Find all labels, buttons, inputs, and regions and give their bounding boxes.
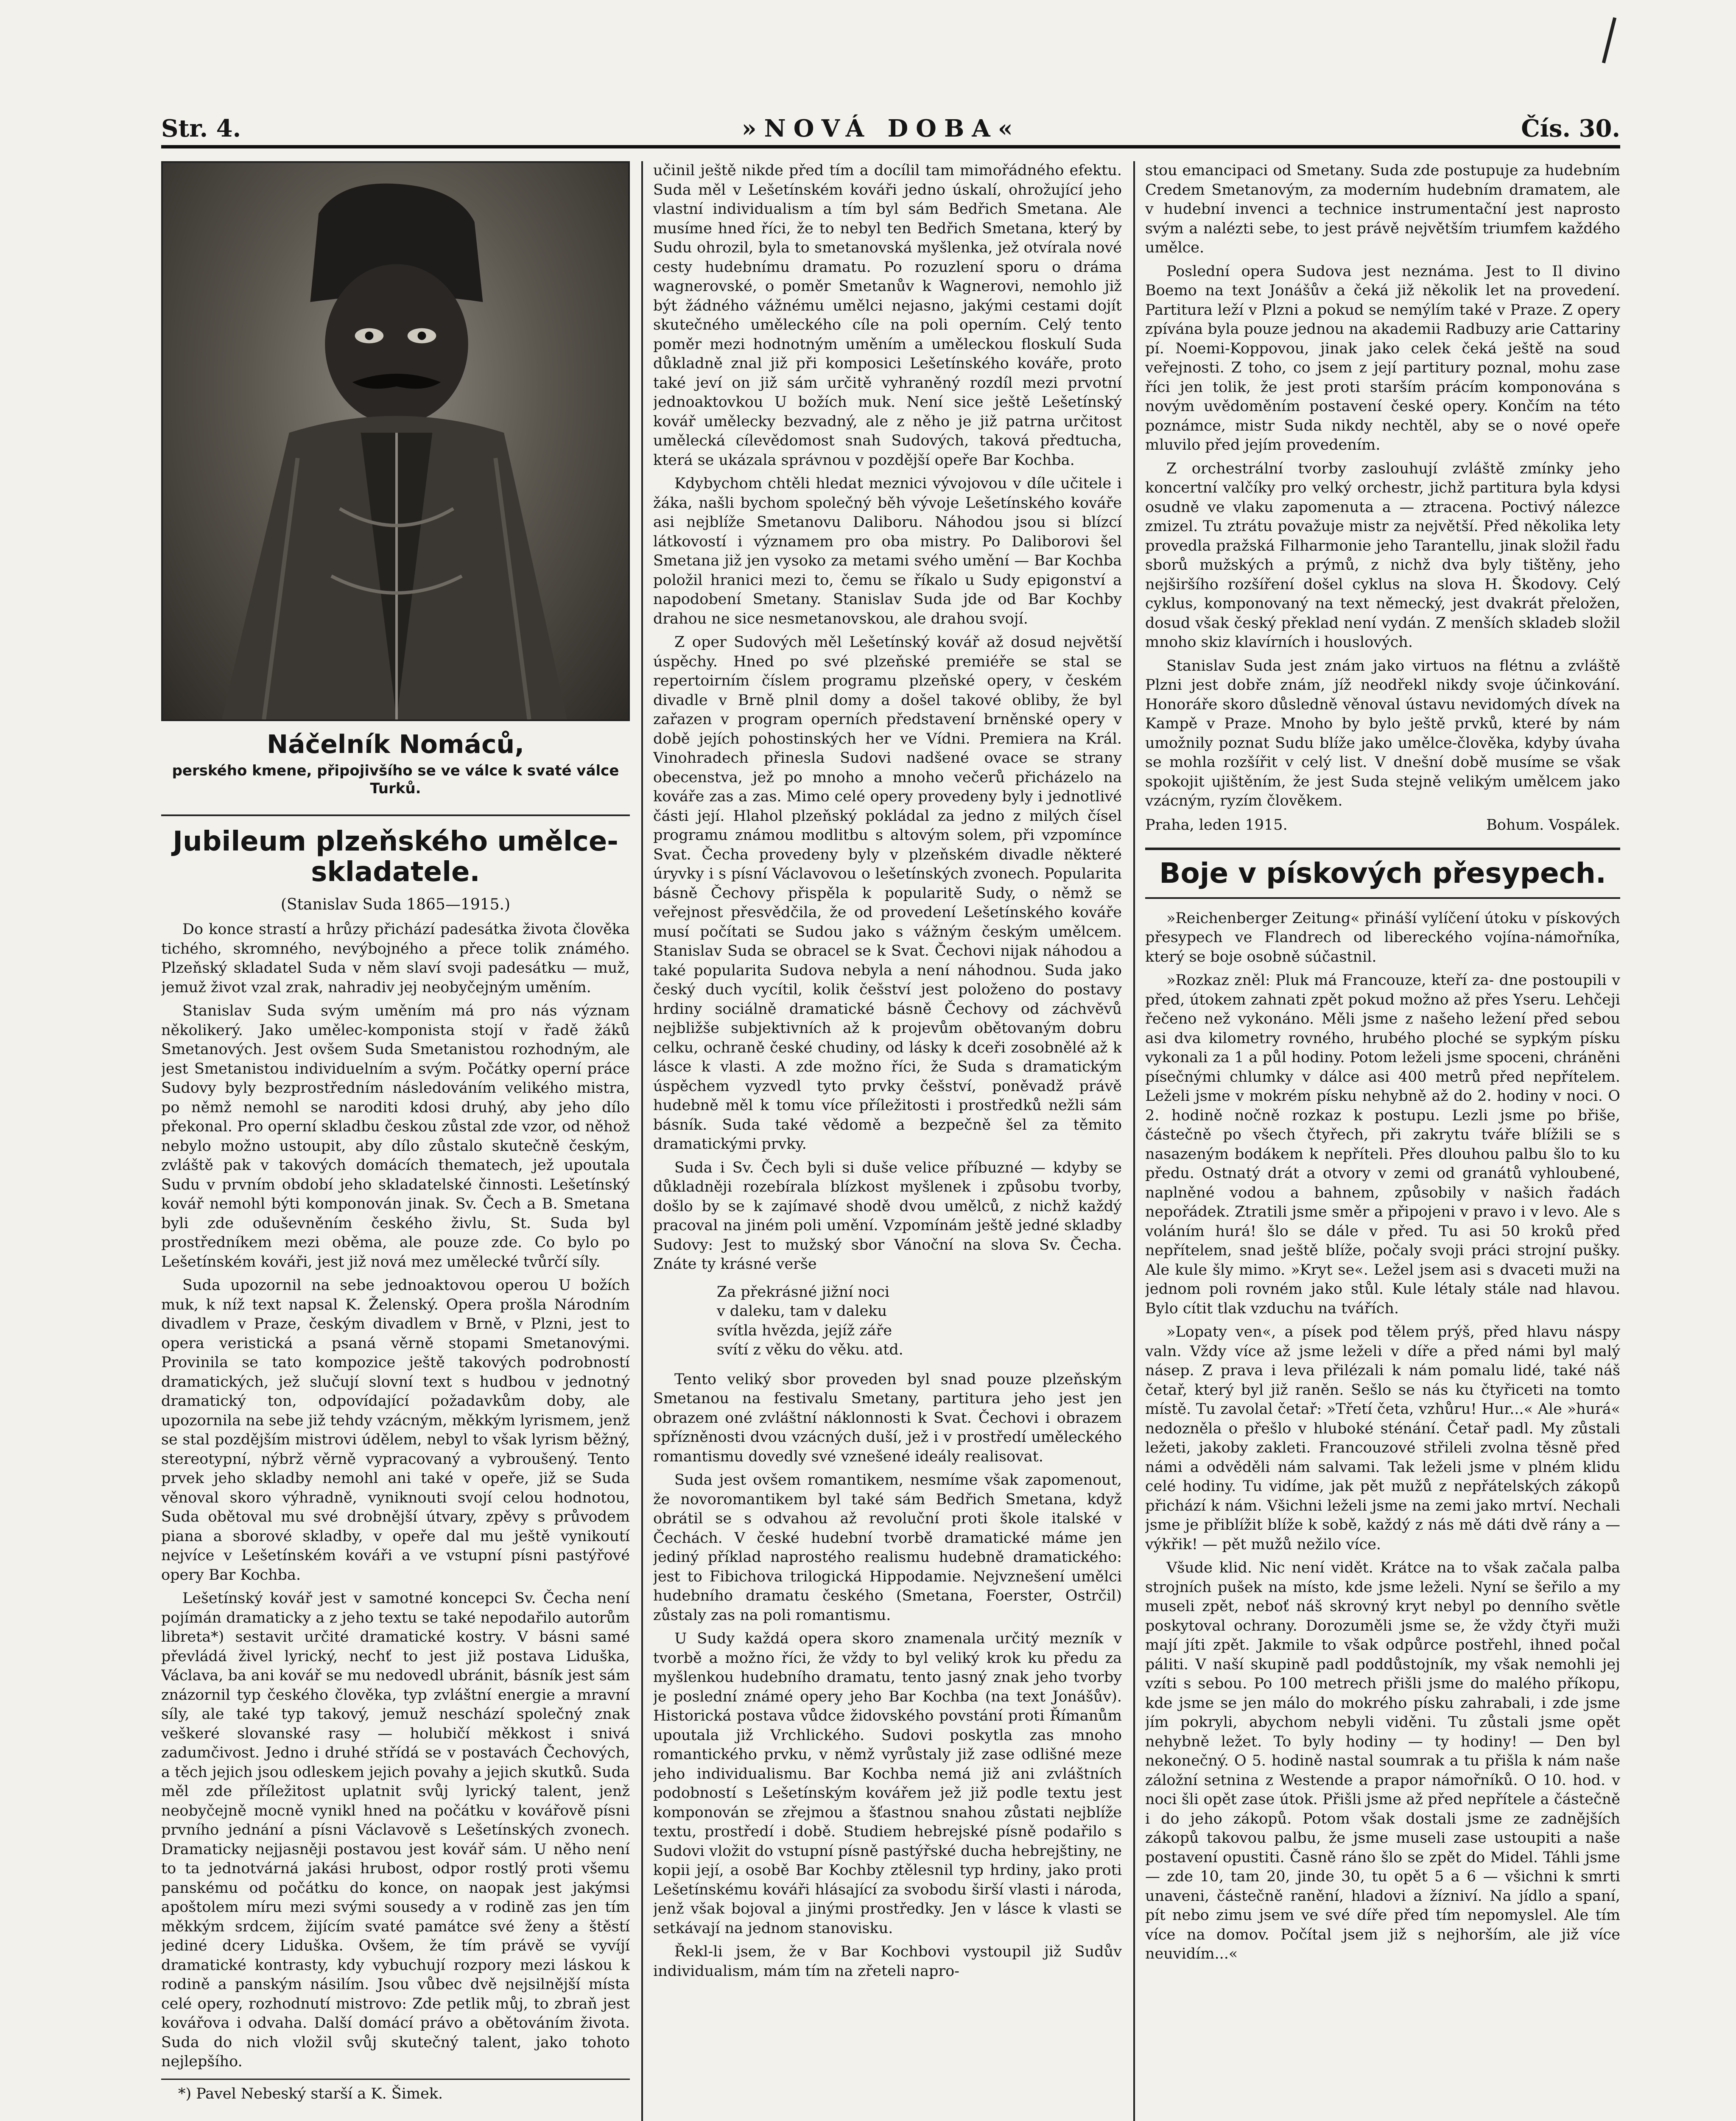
paragraph: stou emancipaci od Smetany. Suda zde postupuje za hudebním Credem Smetanovým, za moderním hudebním dramatem, ale v hudební invenci a technice instrumentační jest naprosto svým a nalézti sebe, to jest právě největším triumfem každého umělce. xyxy=(1145,162,1620,256)
paragraph: Suda jest ovšem romantikem, nesmíme však zapomenout, že novoromantikem byl také sám Bedřich Smetana, když obrátil se s odvahou až revoluční proti škole italské v Čechách. V české hudební tvorbě dramatické máme jen jediný příklad naprostého realismu hudebně dramatického: jest to Fibichova trilogická Hippodamie. Nejvznešení umělci hudebního dramatu českého (Smetana, Foerster, Ostrčil) zůstaly zas na poli romantismu. xyxy=(653,1472,1122,1624)
paragraph: Řekl-li jsem, že v Bar Kochbovi vystoupil již Sudův individualism, mám tím na zřeteli napro- xyxy=(653,1943,1122,1980)
portrait-figure-icon xyxy=(163,163,628,719)
poem-quote xyxy=(717,1283,1122,1360)
paragraph: »Reichenberger Zeitung« přináší vylíčení útoku v pískových přesypech ve Flandrech od libereckého vojína-námořníka, který se boje osobně súčastnil. xyxy=(1145,909,1620,965)
paragraph: Z oper Sudových měl Lešetínský kovář až dosud největší úspěchy. Hned po své plzeňské premiéře se stal se repertoirním číslem programu plzeňské opery, v českém divadle v Brně plnil domy a došel takové obliby, že byl zařazen v program operních představení brněnské opery v době jejích pohostinských her ve Vídni. Premiera na Král. Vinohradech přinesla Sudovi nadšené ovace se strany obecenstva, jež po mnoho a mnoho večerů přicházelo na kováře zas a zas. Mimo celé opery provedeny byly i jednotlivé části její. Hlahol plzeňský pokládal za jedno z milých čísel programu známou modlitbu s altovým solem, při vzpomínce Svat. Čecha provedeny byly v plzeňském divadle některé úryvky i s písní Václavovou o lešetínských zvonech. Popularita básně Čechovy přispěla k popularitě Sudy, o němž se veřejnost přesvědčila, že od provedení Lešetínského kováře musí počítati se Sudou jako s vážným českým umělcem. Stanislav Suda se obracel se k Svat. Čechovi nijak náhodou a také popularita Sudova nebyla a není náhodnou. Suda jako český duch vycítil, kolik češství jest položeno do postavy hrdiny sociálně dramatické básně Čechovy od záchvěvů nejbližše subjektivních až k projevům obětovaným dobru celku, ochraně české chudiny, od lásky k dceři zosobnělé až k lásce k vlasti. A zde možno říci, že Suda s dramatickým úspěchem vyzvedl tyto prvky češství, poněvadž právě hudebně měl k tomu více příležitosti i prostředků nežli sám básník. Suda také vědomě a bezpečně šel za těmito dramatickými prvky. xyxy=(653,634,1122,1153)
paragraph: »Lopaty ven«, a písek pod tělem prýš, před hlavu náspy valn. Vždy více až jsme leželi v díře a před námi byl malý násep. Z prava i leva přilézali k nám pomalu lidé, také náš četař, který byl již raněn. Sešlo se nás ku čtyřiceti na tomto místě. Tu zavolal četař: »Třetí četa, vzhůru! Hur...« Ale »hurá« nedozněla o přešlo v hluboké sténání. Četař padl. My zůstali ležeti, jakoby zakleti. Francouzové střileli zvolna těsně před námi a odvěděli nám salvami. Tak leželi jsme v plném klidu celé hodiny. Tu vidíme, jak pět mužů z nepřátelských zákopů přichází k nám. Všichni leželi jsme na zemi jako mrtví. Nechali jsme je přiblížit blíže k sobě, každý z nás mě dáti dvě rány a — výkřik! — pět mužů nežilo více. xyxy=(1145,1324,1620,1553)
poem-line: v daleku, tam v daleku xyxy=(717,1303,887,1320)
newspaper-title: »NOVÁ DOBA« xyxy=(741,115,1020,143)
article-signature xyxy=(1145,815,1620,835)
article-title-jubileum: Jubileum plzeňského umělce-skladatele. xyxy=(161,814,630,887)
column-3 xyxy=(1145,161,1620,2121)
signature-place-date: Praha, leden 1915. xyxy=(1145,816,1288,834)
paragraph: učinil ještě nikde před tím a docílil tam mimořádného efektu. Suda měl v Lešetínském kováři jedno úskalí, ohrožující jeho vlastní individualism a tím byl sám Bedřich Smetana. Ale musíme hned říci, že to nebyl ten Bedřich Smetana, který by Sudu ohrozil, byla to smetanovská myšlenka, jež otvírala nové cesty hudebnímu dramatu. Po rozuzlení sporu o dráma wagnerovské, o poměr Smetanův k Wagnerovi, nemohlo již být žádného vážnému umělci nejasno, jakými cestami dojít skutečného uměleckého cíle na poli operním. Celý tento poměr mezi hodnotným uměním a uměleckou floskulí Suda důkladně znal již při komposici Lešetínského kováře, proto také jeví on již sám určitě vyhraněný rozdíl mezi prvotní jednoaktovkou U božích muk. Není sice ještě Lešetínský kovář umělecky bezvadný, ale z něho je již patrna určitost umělecká cílevědomost snah Sudových, taková předtucha, která se ukázala správnou v pozdější opeře Bar Kochba. xyxy=(653,162,1122,469)
paragraph: Poslední opera Sudova jest neznáma. Jest to Il divino Boemo na text Jonášův a čeká již několik let na provedení. Partitura leží v Plzni a pokud se nemýlím také v Praze. Z opery zpívána byla pouze jednou na akademii Radbuzy arie Cattariny pí. Noemi-Koppovou, jinak jako celek čeká ještě na soud veřejnosti. Z toho, co jsem z její partitury poznal, mohu zase říci jen tolik, že jest proti starším prácím komponována s novým uvědoměním postavení české opery. Končím na této poznámce, mistr Suda nikdy nechtěl, aby se o nové opeře mluvilo před jejím provedením. xyxy=(1145,263,1620,453)
corner-pencil-mark xyxy=(1602,17,1616,64)
paragraph: Suda i Sv. Čech byli si duše velice příbuzné — kdyby se důkladněji rozebírala blízkost myšlenek i způsobu tvorby, došlo by se k zajímavé shodě dvou umělců, z nichž každý pracoval na jiném poli umění. Vzpomínám ještě jedné skladby Sudovy: Jest to mužský sbor Vánoční na slova Sv. Čecha. Znáte ty krásné verše xyxy=(653,1159,1122,1273)
issue-number: Čís. 30. xyxy=(1521,115,1620,143)
column-rule-2 xyxy=(1133,161,1135,2121)
masthead xyxy=(161,115,1620,148)
paragraph: Z orchestrální tvorby zaslouhují zvláště zmínky jeho koncertní valčíky pro velký orchestr, jichž partitura byla kdysi osudně ve vlaku zapomenuta a — ztracena. Poctivý nálezce zmizel. Tu ztrátu považuje mistr za největší. Před několika lety provedla pražská Filharmonie jeho Tarantellu, jinak složil řadu sborů mužských a prýmů, z nichž dva byly tištěny, jeho nejširšího rozšíření došel cyklus na slova H. Škodovy. Celý cyklus, komponovaný na text německý, jest dvakrát přeložen, dosud však český překlad není vydán. Z menších skladeb složil mnoho skiz klavírních i houslových. xyxy=(1145,460,1620,651)
poem-line: Za překrásné jižní noci xyxy=(717,1283,890,1301)
paragraph: Stanislav Suda svým uměním má pro nás význam několikerý. Jako umělec-komponista stojí v řadě žáků Smetanových. Jest ovšem Suda Smetanistou rozhodným, ale jest Smetanistou individuelním a svým. Počátky operní práce Sudovy byly bezprostředním následováním velikého mistra, po němž nemohl se naroditi kdosi druhý, aby jeho dílo překonal. Pro operní skladbu českou zůstal zde vzor, od něhož nebylo možno ustoupit, aby dílo zůstalo skutečně českým, zvláště pak v takových domácích thematech, jež upoutala Sudu v prvním období jeho skladatelské činnosti. Lešetínský kovář nemohl býti komponován jinak. Sv. Čech a B. Smetana byli zde oduševněním českého živlu, St. Suda byl prostředníkem mezi oběma, ale pouze zde. Co bylo po Lešetínském kováři, jest již nová mez umělecké tvůrčí síly. xyxy=(161,1002,630,1270)
poem-line: svítí z věku do věku. atd. xyxy=(717,1341,903,1358)
page-number: Str. 4. xyxy=(161,115,241,143)
column-1 xyxy=(161,161,630,2121)
paragraph: U Sudy každá opera skoro znamenala určitý mezník v tvorbě a možno říci, že vždy to byl veliký krok ku předu za myšlenkou hudebního dramatu, tento jasný znak jeho tvorby je poslední známé opery jeho Bar Kochba (na text Jonášův). Historická postava vůdce židovského povstání proti Římanům upoutala již Vrchlického. Sudovi poskytla zas mnoho romantického prvku, v němž vyrůstaly již zase odlišné meze jeho individualismu. Bar Kochba nemá již ani zvláštních podobností s Lešetínským kovářem jež již podle textu jest komponován se zřejmou a šťastnou snahou zůstati nejblíže textu, prostředí i době. Studiem hebrejské písně podařilo s Sudovi vložit do vstupní písně pastýřské ducha hebrejštiny, ne kopii její, a osobě Bar Kochby ztělesnil typ hrdiny, jako proti Lešetínskému kováři hlásající za svobodu širší vlasti i národa, jenž však bojoval a jinými prostředky. Jen v lásce k vlasti se setkávají na jednom stanovisku. xyxy=(653,1630,1122,1937)
paragraph: Stanislav Suda jest znám jako virtuos na flétnu a zvláště Plzni jest dobře znám, jíž neodřekl nikdy svoje účinkování. Honoráře skoro důsledně věnoval ústavu nevidomých dívek na Kampě v Praze. Mnoho by bylo ještě prvků, které by nám umožnily poznat Sudu blíže jako umělce-člověka, kdyby úvaha se mohla rozšířit v celý list. V dnešní době musíme se však spokojit ujištěním, že jest Suda stejně velikým umělcem jako vzácným, ryzím člověkem. xyxy=(1145,657,1620,809)
newspaper-page xyxy=(161,115,1620,2121)
signature-author: Bohum. Vospálek. xyxy=(1486,816,1620,834)
article-subtitle-jubileum: (Stanislav Suda 1865—1915.) xyxy=(280,896,511,913)
paragraph: Lešetínský kovář jest v samotné koncepci Sv. Čecha není pojímán dramaticky a z jeho textu se také nepodařilo autorům libreta*) sestavit určité dramatické kostry. V básni samé převládá živel lyrický, nechť to jest již postava Liduška, Václava, ba ani kovář se mu nedovedl ubránit, básník jest sám znázornil typ českého člověka, typ zvláštní energie a mravní síly, ale také typ takový, jemuž neschází společný znak veškeré slovanské rasy — holubičí měkkost i snivá zadumčivost. Jedno i druhé střídá se v postavách Čechových, a těch jejich jsou odleskem jejich povahy a jejich skutků. Suda měl zde příležitost uplatnit svůj lyrický talent, jenž neobyčejně mocně vynikl hned na počátku v kovářově písni prvního jednání a písni Václavově s Lešetínských zvonech. Dramaticky nejjasněji postavou jest kovář sám. U něho není to ta jednotvárná jakási hrubost, odpor rostlý proti všemu panskému od počátku do konce, on naopak jest jakýmsi apoštolem míru mezi svými sousedy a v rodině zas jen tím měkkým srdcem, žijícím svaté památce své ženy a štěstí jediné dcery Liduška. Ovšem, že tím právě se vyvíjí dramatické kontrasty, kdy vybuchují rozpory mezi láskou k rodině a panským násilím. Jsou vůbec dvě nejsilnější místa celé opery, rozhodnutí mistrovo: Zde petlik můj, to zbraň jest kovářova i odvaha. Další domácí právo a obětováním života. Suda do nich vložil svůj skutečný talent, jako tohoto nejlepšího. xyxy=(161,1590,630,2070)
column-rule-1 xyxy=(641,161,643,2121)
paragraph: »Rozkaz zněl: Pluk má Francouze, kteří za- dne postoupili v před, útokem zahnati zpět pokud možno až přes Yseru. Lehčeji řečeno než vykonáno. Měli jsme z našeho ležení před sebou asi dva kilometry rovného, hrubého ploché se sypkým písku vykonali za 1 a půl hodiny. Potom leželi jsme spoceni, chráněni písečnými chlumky v dálce asi 400 metrů před nepřítelem. Leželi jsme v mokrém písku nehybně až do 2. hodiny v noci. O 2. hodině nočně rozkaz k postupu. Lezli jsme po břiše, částečně po všech čtyřech, při zakrytu tváře blížili se s nasazeným bodákem k nepříteli. Přes dlouhou palbu šlo to ku předu. Ostnatý drát a otvory v zemi od granátů vyhloubené, naplněné vodou a bahnem, způsobily v našich řadách nepořádek. Ztratili jsme směr a připojeni v pravo i v levo. Ale s voláním hurá! šlo se dále v před. Tu asi 50 kroků před nepřítelem, snad ještě blíže, počaly svoji práci strojní pušky. Ale kule šly mimo. »Kryt se«. Ležel jsem asi s dvaceti muži na jednom poli rovném jako stůl. Kule létaly stále nad hlavou. Bylo cítit tlak vzduchu na tvářích. xyxy=(1145,972,1620,1317)
footnote: *) Pavel Nebeský starší a K. Šimek. xyxy=(161,2079,630,2104)
portrait-photo xyxy=(161,161,630,721)
photo-caption-text: perského kmene, připojivšího se ve válce k svaté válce Turků. xyxy=(172,762,619,797)
paragraph: Suda upozornil na sebe jednoaktovou operou U božích muk, k níž text napsal K. Želenský. Opera prošla Národním divadlem v Praze, českým divadlem v Brně, v Plzni, jest to opera veristická a psaná věrně stopami Smetanovými. Provinila se tato kompozice ještě takových podrobností dramatických, jež slučují slovní text s hudbou v jednotný dramatický ton, odpovídající požadavkům doby, ale upozornila na sebe již tehdy vzácným, měkkým lyrismem, jenž se stal pozdějším mistrovi údělem, nebyl to však lyrism běžný, stereotypní, nýbrž věrně vypracovaný a vybroušený. Tento prvek jeho skladby nemohl ani také v opeře, již se Suda věnoval skoro výhradně, vyniknouti svojí celou hodnotou, Suda obětoval mu své drobnější útvary, zpěvy s průvodem piana a sborové skladby, v opeře dal mu ještě vynikoutí nejvíce v Lešetínském kováři a ve vstupní písni pastýřové opery Bar Kochba. xyxy=(161,1277,630,1584)
paragraph: Kdybychom chtěli hledat meznici vývojovou v díle učitele i žáka, našli bychom společný běh vývoje Lešetínského kováře asi nejblíže Smetanovu Daliboru. Náhodou jsou si blízcí látkovostí i významem pro oba mistry. Po Daliborovi šel Smetana již jen vysoko za metami svého umění — Bar Kochba položil hranici mezi to, čemu se říkalo u Sudy epigonství a napodobení Smetany. Stanislav Suda jde od Bar Kochby drahou ne sice nesmetanovskou, ale drahou svojí. xyxy=(653,475,1122,627)
paragraph: Do konce strastí a hrůzy přichází padesátka života člověka tichého, skromného, nevýbojného a přece tolik známého. Plzeňský skladatel Suda v něm slaví svoji padesátku — muž, jemuž život vzal zrak, nahradiv jej neobyčejným uměním. xyxy=(161,921,630,996)
paragraph: Všude klid. Nic není vidět. Krátce na to však začala palba strojních pušek na místo, kde jsme leželi. Nyní se šeřilo a my museli zpět, neboť náš skrovný kryt nebyl po denního světle poskytoval ochrany. Dorozuměli jsme se, že vždy čtyři muži mají jíti zpět. Jakmile to však odpůrce postřehl, ihned počal páliti. V naší skupině padl poddůstojník, my však nemohli jej vzíti s sebou. Po 100 metrech přišli jsme do malého příkopu, kde jsme se jen málo do mokrého písku zahrabali, i zde jsme jím pokryli, abychom nebyli viděni. Tu zůstali jsme opět nehybně ležet. To byly hodiny — ty hodiny! — Den byl nekonečný. O 5. hodině nastal soumrak a tu přišla k nám naše záložní setnina z Westende a prapor námořníků. O 10. hod. v noci šli opět zase útok. Přišli jsme až před nepřítele a částečně i do jeho zákopů. Potom však dostali jsme ze zadnějších zákopů takovou palbu, že jsme museli zase ustoupiti a naše postavení opustiti. Časně ráno šlo se zpět do Midel. Táhli jsme — zde 10, tam 20, jinde 30, tu opět 5 a 6 — všichni k smrti unaveni, částečně ranění, hladovi a žízniví. Na jídlo a spaní, pít nebo zimu jsem ve své díře před tím nepomyslel. Ale tím více na domov. Počítal jsem již s nejhorším, ale již více neuvidím...« xyxy=(1145,1559,1620,1962)
paragraph: Tento veliký sbor proveden byl snad pouze plzeňským Smetanou na festivalu Smetany, partitura jeho jest jen obrazem oné zvláštní náklonnosti k Svat. Čechovi i obrazem spřízněnosti dvou vzácných duší, jež i v prostředí uměleckého romantismu dovedly své vznešené ideály realisovat. xyxy=(653,1371,1122,1465)
article-title-boje: Boje v pískových přesypech. xyxy=(1145,848,1620,899)
photo-caption-title: Náčelník Nomáců, xyxy=(266,730,525,759)
poem-line: svítla hvězda, jejíž záře xyxy=(717,1322,892,1339)
column-2 xyxy=(653,161,1122,2121)
